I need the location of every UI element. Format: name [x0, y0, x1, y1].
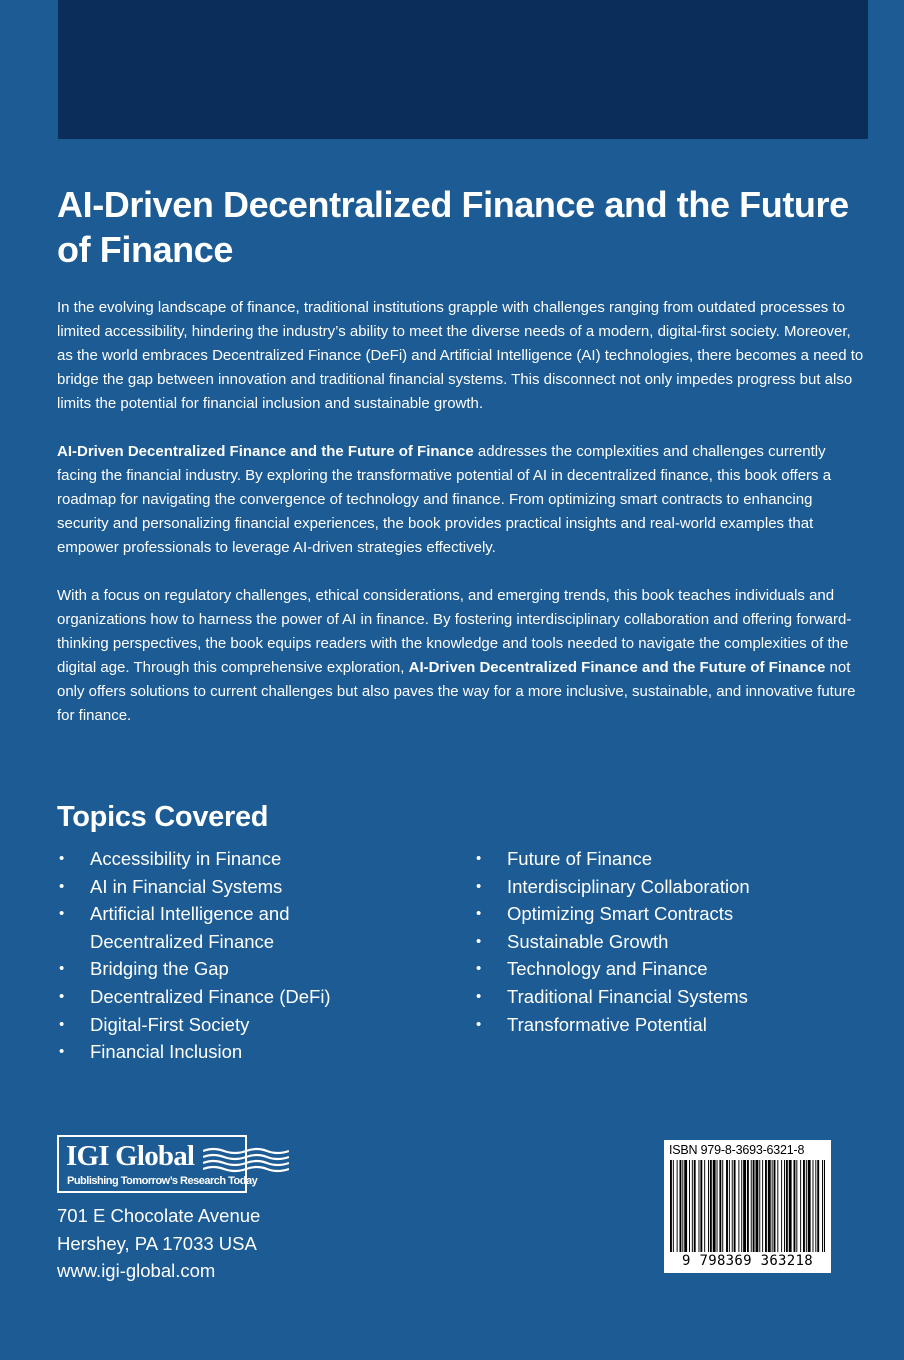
publisher-address: [57, 1202, 260, 1285]
topic-item: • Traditional Financial Systems: [474, 983, 854, 1011]
topic-item: • Interdisciplinary Collaboration: [474, 873, 854, 901]
book-title: AI-Driven Decentralized Finance and the Future of Finance: [57, 184, 849, 270]
barcode-bar: [806, 1160, 807, 1252]
barcode-bar: [768, 1160, 771, 1252]
barcode-bar: [717, 1160, 718, 1252]
topics-heading: Topics Covered: [57, 801, 269, 833]
barcode-bar: [700, 1160, 702, 1252]
bullet-icon: •: [476, 987, 482, 1005]
barcode-bar: [756, 1160, 759, 1252]
topic-item: • Artificial Intelligence and Decentralized Finance: [57, 900, 387, 955]
barcode-bar: [817, 1160, 819, 1252]
logo-name: IGI Global: [66, 1140, 195, 1172]
barcode-bar: [699, 1160, 700, 1252]
address-city: Hershey, PA 17033 USA: [57, 1232, 257, 1254]
barcode-bar: [708, 1160, 709, 1252]
barcode-bar: [743, 1160, 746, 1252]
topic-item: • Technology and Finance: [474, 955, 854, 983]
barcode-bar: [710, 1160, 712, 1252]
bullet-icon: •: [476, 850, 482, 867]
bullet-icon: •: [59, 905, 65, 923]
barcode-bar: [800, 1160, 801, 1252]
barcode-bar: [682, 1160, 683, 1252]
book-title-inline: AI-Driven Decentralized Finance and the Future of Finance: [408, 659, 826, 676]
bullet-icon: •: [59, 1015, 65, 1033]
barcode-bar: [824, 1160, 825, 1252]
barcode-bar: [684, 1160, 687, 1252]
topic-item: • Transformative Potential: [474, 1011, 854, 1039]
bullet-icon: •: [476, 1015, 482, 1033]
description-paragraph-1: In the evolving landscape of finance, traditional institutions grapple with challenges ranging from outdated processes to limited accessibility, hindering the industry’s ability to meet the diverse needs of a modern, digital-first society. Moreover, as the world embraces Decentralized Finance (DeFi) and Artificial Intelligence (AI) technologies, there becomes a need to bridge the gap between innovation and traditional financial systems. This disconnect not only impedes progress but also limits the potential for financial inclusion and sustainable growth.: [57, 299, 864, 412]
barcode-bar: [689, 1160, 690, 1252]
barcode-bar: [677, 1160, 678, 1252]
barcode-bar: [808, 1160, 811, 1252]
barcode-bar: [722, 1160, 723, 1252]
barcode-bar: [822, 1160, 823, 1252]
topic-item: • Optimizing Smart Contracts: [474, 900, 854, 928]
paragraph-3-text-end: not only offers solutions to current challenges but also paves the way for a more inclusive, sustainable, and innovative future for finance.: [57, 659, 856, 724]
barcode-bar: [747, 1160, 749, 1252]
barcode-bar: [794, 1160, 796, 1252]
barcode-bar: [796, 1160, 797, 1252]
barcode-bar: [729, 1160, 730, 1252]
topic-item: • Financial Inclusion: [57, 1038, 387, 1066]
barcode-bar: [762, 1160, 763, 1252]
barcode-bar: [751, 1160, 752, 1252]
barcode-bar: [753, 1160, 755, 1252]
barcode-bar: [803, 1160, 805, 1252]
bullet-icon: •: [59, 877, 65, 895]
barcode-bar: [774, 1160, 776, 1252]
barcode-bar: [680, 1160, 682, 1252]
barcode-digits: 9 798369 363218: [667, 1252, 828, 1270]
barcode-bar: [694, 1160, 696, 1252]
address-street: 701 E Chocolate Avenue: [57, 1205, 261, 1226]
barcode-bar: [759, 1160, 760, 1252]
bullet-icon: •: [476, 905, 482, 923]
topic-item: • Bridging the Gap: [57, 955, 387, 983]
bullet-icon: •: [59, 1043, 65, 1061]
publisher-website: www.igi-global.com: [57, 1260, 216, 1282]
topic-item: • Future of Finance: [474, 845, 854, 873]
book-title-inline: AI-Driven Decentralized Finance and the Future of Finance: [57, 443, 474, 460]
topic-item: • Sustainable Growth: [474, 928, 854, 956]
barcode-bar: [670, 1160, 672, 1252]
description-paragraph-3: [57, 584, 867, 728]
barcode-bar: [765, 1160, 767, 1252]
barcode-bar: [789, 1160, 792, 1252]
topics-list-left: [57, 845, 387, 1066]
barcode-bar: [813, 1160, 814, 1252]
bullet-icon: •: [59, 960, 65, 978]
barcode-bars: [670, 1160, 825, 1252]
barcode-bar: [726, 1160, 728, 1252]
bullet-icon: •: [476, 877, 482, 895]
bullet-icon: •: [59, 987, 65, 1005]
isbn-barcode: [664, 1140, 831, 1273]
barcode-bar: [673, 1160, 674, 1252]
paragraph-2-text: addresses the complexities and challenges currently facing the financial industry. By exploring the transformative potential of AI in decentralized finance, this book offers a roadmap for navigating the convergence of technology and finance. From optimizing smart contracts to enhancing security and personalizing financial experiences, the book provides practical insights and real-world examples that empower professionals to leverage AI-driven strategies effectively.: [57, 443, 832, 556]
topic-item: • Decentralized Finance (DeFi): [57, 983, 387, 1011]
barcode-bar: [786, 1160, 788, 1252]
barcode-bar: [815, 1160, 816, 1252]
description-paragraph-2: [57, 440, 867, 560]
barcode-bar: [781, 1160, 782, 1252]
bullet-icon: •: [476, 932, 482, 950]
barcode-bar: [732, 1160, 733, 1252]
barcode-bar: [713, 1160, 716, 1252]
barcode-bar: [741, 1160, 742, 1252]
isbn-label: ISBN 979-8-3693-6321-8: [669, 1143, 805, 1157]
bullet-icon: •: [59, 850, 65, 867]
barcode-bar: [719, 1160, 721, 1252]
logo-tagline: Publishing Tomorrow’s Research Today: [67, 1175, 258, 1187]
topic-item: • AI in Financial Systems: [57, 873, 387, 901]
barcode-bar: [692, 1160, 693, 1252]
waves-icon: [203, 1146, 289, 1174]
barcode-bar: [772, 1160, 773, 1252]
barcode-bar: [734, 1160, 736, 1252]
bullet-icon: •: [476, 960, 482, 978]
cover-top-band: [58, 0, 868, 139]
barcode-bar: [738, 1160, 739, 1252]
barcode-bar: [777, 1160, 778, 1252]
topic-item: • Accessibility in Finance: [57, 845, 387, 873]
topics-list-right: [474, 845, 854, 1038]
topic-item: • Digital-First Society: [57, 1011, 387, 1039]
barcode-bar: [704, 1160, 705, 1252]
paragraph-3-text-start: With a focus on regulatory challenges, ethical considerations, and emerging trends, this book teaches individuals and organizations how to harness the power of AI in finance. By fostering interdisciplinary collaboration and offering forward-thinking perspectives, the book equips readers with the knowledge and tools needed to navigate the complexities of the digital age. Through this comprehensive exploration,: [57, 587, 852, 676]
barcode-bar: [784, 1160, 785, 1252]
